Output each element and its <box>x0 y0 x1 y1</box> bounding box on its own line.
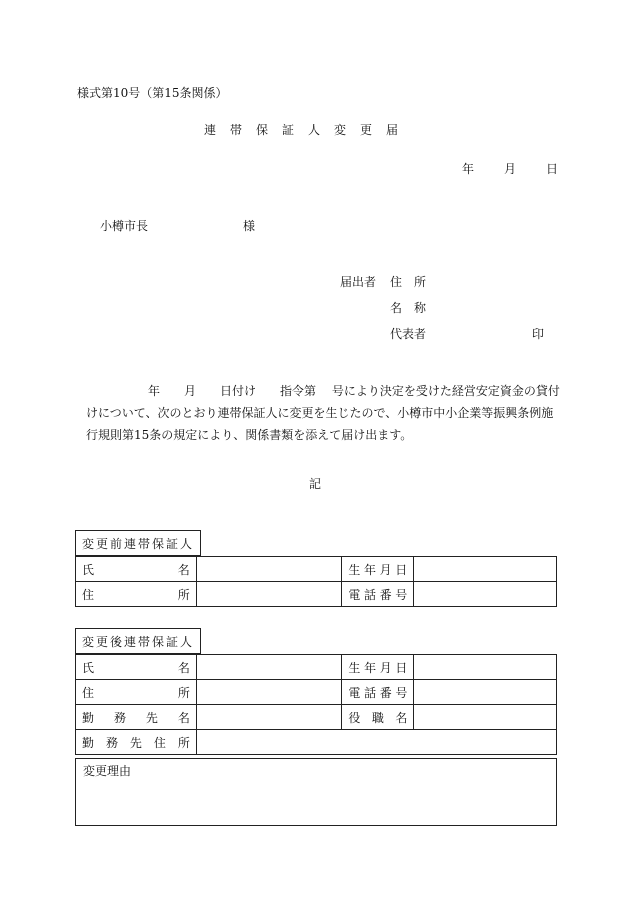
addressee: 小樽市長 <box>100 219 149 233</box>
applicant-name-label: 名 称 <box>390 301 427 315</box>
table-row <box>76 705 557 730</box>
after-heading: 変更後連帯保証人 <box>76 629 201 654</box>
applicant-representative-label: 代表者 <box>390 327 427 341</box>
body-line-2: けについて、次のとおり連帯保証人に変更を生じたので、小樽市中小企業等振興条例施 <box>86 406 554 420</box>
after-heading-table <box>75 628 201 654</box>
after-address-label: 住 所 <box>76 680 197 705</box>
after-phone-field[interactable] <box>414 680 557 705</box>
date-year: 年 <box>462 162 475 176</box>
after-position-field[interactable] <box>414 705 557 730</box>
before-heading: 変更前連帯保証人 <box>76 531 201 556</box>
document-title: 連帯保証人変更届 <box>204 123 413 137</box>
before-name-field[interactable] <box>196 557 342 582</box>
before-phone-label: 電 話 番 号 <box>342 582 414 607</box>
spread-label: 氏 名 <box>82 562 190 577</box>
before-birthdate-field[interactable] <box>414 557 557 582</box>
date-day: 日 <box>546 162 559 176</box>
table-row <box>76 557 557 582</box>
ki-heading: 記 <box>309 477 322 491</box>
applicant-address-label: 住 所 <box>390 275 427 289</box>
after-birthdate-label: 生 年 月 日 <box>342 655 414 680</box>
before-heading-table <box>75 530 201 556</box>
table-row <box>76 730 557 755</box>
after-workplace-label: 勤 務 先 名 <box>76 705 197 730</box>
after-workplace-address-label: 勤 務 先 住 所 <box>76 730 197 755</box>
seal-mark: 印 <box>532 327 545 341</box>
body-line-1: 年 月 日付け 指令第 号により決定を受けた経営安定資金の貸付 <box>148 384 560 398</box>
table-row <box>76 680 557 705</box>
before-birthdate-label: 生 年 月 日 <box>342 557 414 582</box>
after-workplace-address-field[interactable] <box>196 730 556 755</box>
body-line-3: 行規則第15条の規定により、関係書類を添えて届け出ます。 <box>86 428 413 442</box>
after-name-field[interactable] <box>196 655 342 680</box>
form-number: 様式第10号（第15条関係） <box>77 86 228 100</box>
before-guarantor-table <box>75 556 557 607</box>
after-position-label: 役 職 名 <box>342 705 414 730</box>
date-month: 月 <box>504 162 517 176</box>
after-name-label: 氏 名 <box>76 655 197 680</box>
table-row <box>76 655 557 680</box>
before-phone-field[interactable] <box>414 582 557 607</box>
date-line <box>462 160 558 177</box>
body-paragraph <box>86 380 566 446</box>
change-reason-label: 変更理由 <box>83 764 132 778</box>
before-address-label: 住 所 <box>76 582 197 607</box>
after-guarantor-table <box>75 654 557 755</box>
after-phone-label: 電 話 番 号 <box>342 680 414 705</box>
addressee-suffix: 様 <box>243 219 256 233</box>
table-row <box>76 582 557 607</box>
change-reason-box[interactable] <box>75 758 557 826</box>
before-address-field[interactable] <box>196 582 342 607</box>
after-address-field[interactable] <box>196 680 342 705</box>
after-workplace-field[interactable] <box>196 705 342 730</box>
after-birthdate-field[interactable] <box>414 655 557 680</box>
applicant-label: 届出者 <box>340 275 377 289</box>
before-name-label <box>76 557 197 582</box>
